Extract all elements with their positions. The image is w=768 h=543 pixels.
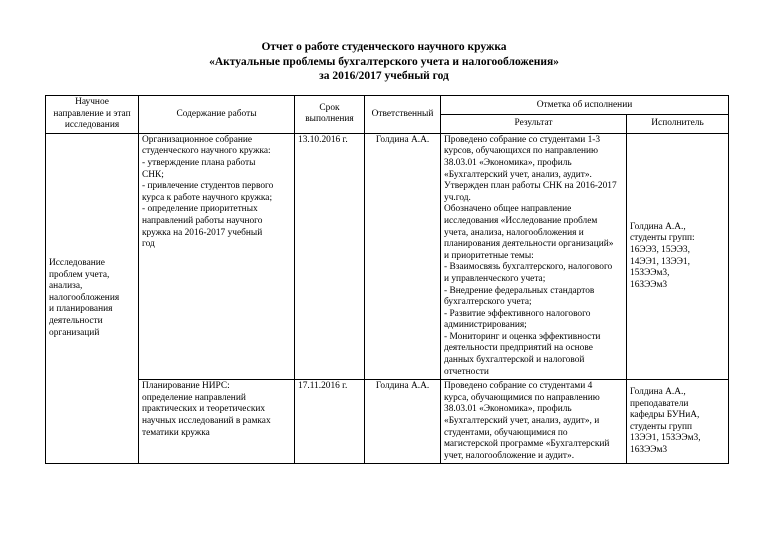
content-cell: Планирование НИРС: определение направлений практических и теоретических научных исследований в рамках тематики кружка [139,380,295,464]
header-responsible: Ответственный [365,96,441,134]
result-cell: Проведено собрание со студентами 4 курса, обучающимися по направлению 38.03.01 «Экономика», профиль «Бухгалтерский учет, анализ, аудит», и студентами, обучающимися по магистерской программе «Бухгалтерский учет, налогообложение и аудит». [441,380,627,464]
executor-cell: Голдина А.А., преподаватели кафедры БУНиА, студенты групп 13ЭЭ1, 15ЗЭЭм3, 16ЗЭЭм3 [627,380,729,464]
content-cell: Организационное собрание студенческого научного кружка: - утверждение плана работы СНК; - привлечение студентов первого курса к работе научного кружка; - определение приоритетных направлений работы научного кружка на 2016-2017 учебный год [139,133,295,379]
table-row [46,133,729,379]
executor-cell: Голдина А.А., студенты групп: 16ЭЭ3, 15ЭЭ3, 14ЭЭ1, 13ЭЭ1, 15ЗЭЭм3, 16ЗЭЭм3 [627,133,729,379]
header-direction: Научное направление и этап исследования [46,96,139,134]
header-content: Содержание работы [139,96,295,134]
header-execution-mark: Отметка об исполнении [441,96,729,115]
header-executor: Исполнитель [627,114,729,133]
direction-cell: Исследование проблем учета, анализа, налогообложения и планирования деятельности организаций [46,133,139,464]
header-result: Результат [441,114,627,133]
title-line-2: «Актуальные проблемы бухгалтерского учета и налогообложения» [209,55,559,68]
header-deadline: Срок выполнения [295,96,365,134]
table-header-row [46,96,729,115]
report-table [45,95,729,464]
title-line-1: Отчет о работе студенческого научного кружка [261,41,507,53]
deadline-cell: 13.10.2016 г. [295,133,365,379]
responsible-cell: Голдина А.А. [365,133,441,379]
deadline-cell: 17.11.2016 г. [295,380,365,464]
document-title [0,40,768,84]
result-cell: Проведено собрание со студентами 1-3 курсов, обучающихся по направлению 38.03.01 «Экономика», профиль «Бухгалтерский учет, анализ, аудит». Утвержден план работы СНК на 2016-2017 уч.год. Обозначено общее направление исследования «Исследование проблем учета, анализа, налогообложения и планирования деятельности организаций» и приоритетные темы: - Взаимосвязь бухгалтерского, налогового и управленческого учета; - Внедрение федеральных стандартов бухгалтерского учета; - Развитие эффективного налогового администрирования; - Мониторинг и оценка эффективности деятельности предприятий на основе данных бухгалтерской и налоговой отчетности [441,133,627,379]
table-row [46,380,729,464]
title-line-3: за 2016/2017 учебный год [319,70,449,82]
responsible-cell: Голдина А.А. [365,380,441,464]
